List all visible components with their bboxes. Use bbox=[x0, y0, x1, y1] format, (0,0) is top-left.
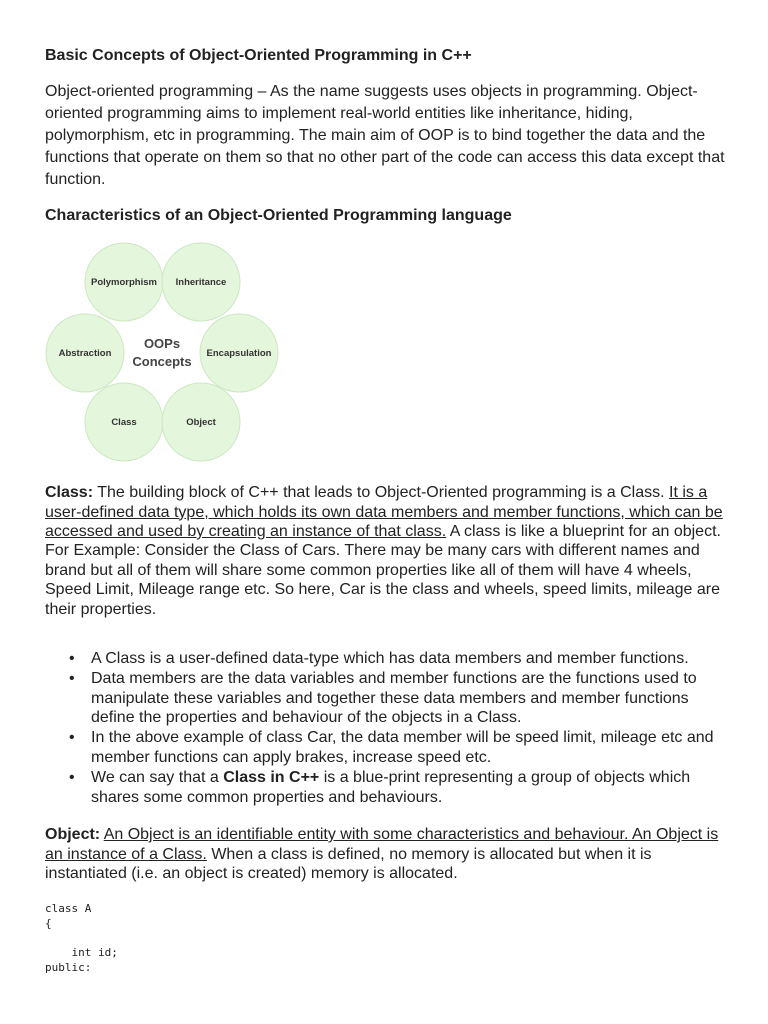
bullet-3-text: In the above example of class Car, the data member will be speed limit, mileage etc and member functions can apply brakes, increase speed etc. bbox=[91, 729, 714, 766]
class-label-bold: Class: bbox=[45, 484, 94, 501]
object-definition-underlined: An Object is an identifiable entity with some characteristics and behaviour. An Object is an instance of a Class. bbox=[45, 826, 719, 863]
bullet-4-bold: Class in C++ bbox=[223, 768, 320, 786]
list-item bbox=[45, 669, 727, 728]
class-paragraph bbox=[45, 483, 727, 542]
center-label-line1: OOPs bbox=[143, 336, 181, 351]
bullet-1-text: A Class is a user-defined data-type which has data members and member functions. bbox=[91, 650, 689, 667]
abstraction-label: Abstraction bbox=[58, 348, 112, 359]
oops-concepts-diagram bbox=[45, 240, 281, 466]
class-text-1: The building block of C++ that leads to Object-Oriented programming is a Class. bbox=[93, 484, 670, 501]
object-paragraph bbox=[45, 825, 727, 884]
class-label: Class bbox=[111, 417, 137, 428]
class-definition-underlined: It is a user-defined data type, which holds its own data members and member functions, which can be accessed and used by creating an instance of that class. bbox=[45, 484, 723, 540]
bullet-2-text: Data members are the data variables and member functions are the functions used to manipulate these variables and together these data members and member functions define the properties and behaviour of the objects in a Class. bbox=[91, 669, 697, 727]
inheritance-label: Inheritance bbox=[175, 277, 227, 288]
intro-paragraph: Object-oriented programming – As the name suggests uses objects in programming. Object-oriented programming aims to implement real-world entities like inheritance, hiding, polymorphism, etc in programming. The main aim of OOP is to bind together the data and the functions that operate on them so that no other part of the code can access this data except that function. bbox=[45, 83, 725, 188]
polymorphism-label: Polymorphism bbox=[91, 277, 157, 288]
list-item bbox=[45, 728, 727, 768]
code-snippet: class A { int id; public: bbox=[45, 902, 118, 975]
center-label-line2: Concepts bbox=[132, 354, 192, 369]
bullet-4-post: is a blue-print representing a group of objects which shares some common properties and behaviours. bbox=[91, 768, 691, 806]
object-label-bold: Object: bbox=[45, 826, 101, 843]
object-text: When a class is defined, no memory is allocated but when it is instantiated (i.e. an object is created) memory is allocated. bbox=[45, 845, 652, 882]
object-label: Object bbox=[186, 417, 216, 428]
bullet-4-pre: We can say that a bbox=[91, 768, 224, 786]
encapsulation-label: Encapsulation bbox=[206, 348, 272, 359]
class-example-paragraph: For Example: Consider the Class of Cars. There may be many cars with different names and brand but all of them will share some common properties like all of them will have 4 wheels, Speed Limit, Mileage range etc. So here, Car is the class and wheels, speed limits, mileage are their properties. bbox=[45, 542, 721, 618]
heading-basic-concepts: Basic Concepts of Object-Oriented Programming in C++ bbox=[45, 47, 472, 64]
class-bullet-list bbox=[45, 649, 727, 807]
list-item bbox=[45, 768, 727, 808]
list-item bbox=[45, 649, 727, 669]
heading-characteristics: Characteristics of an Object-Oriented Programming language bbox=[45, 207, 512, 224]
class-text-2: A class is like a blueprint for an object. bbox=[446, 523, 721, 540]
